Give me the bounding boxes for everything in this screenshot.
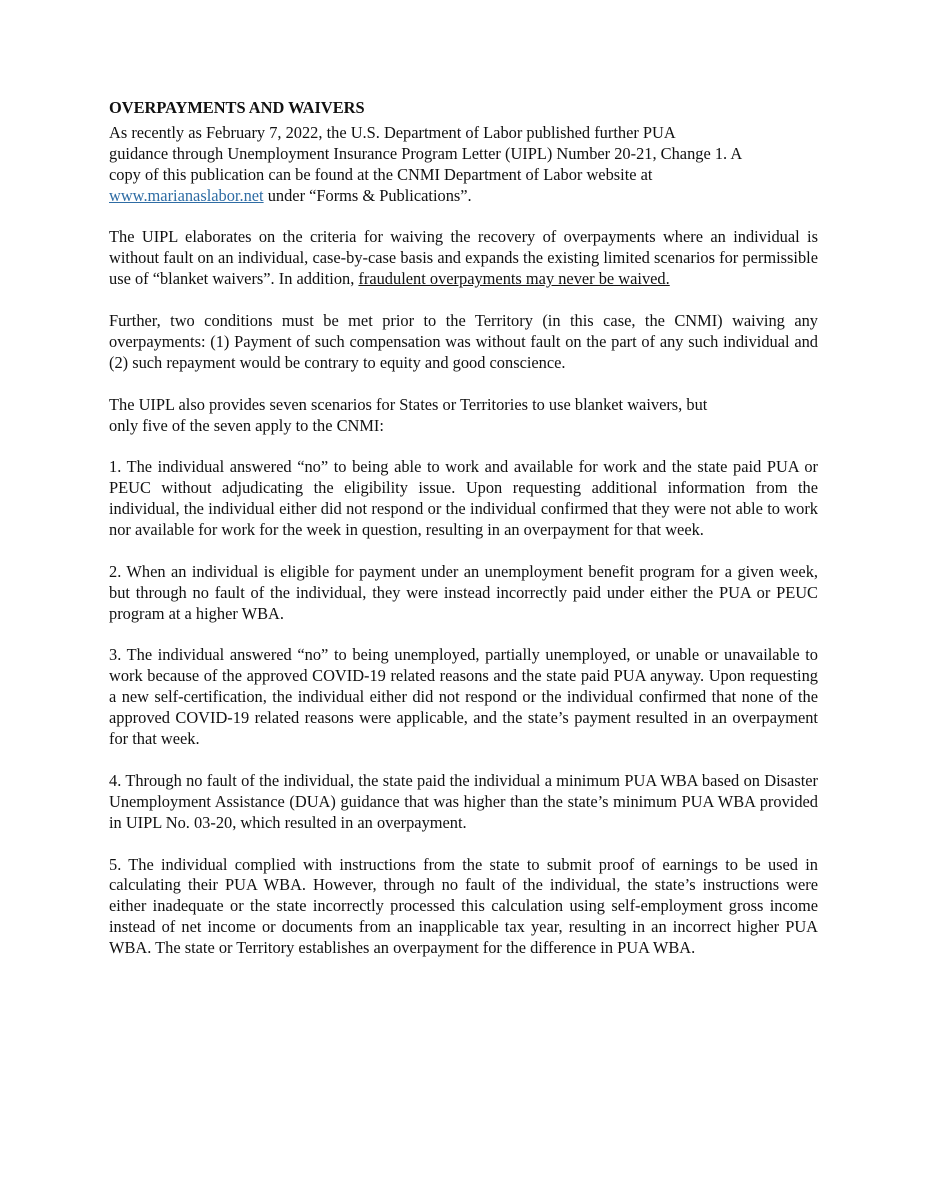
scenario-item-3: 3. The individual answered “no” to being unemployed, partially unemployed, or unable or unavailable to work because of the approved COVID-19 related reasons and the state paid PUA anyway. Upon requesting a new self-certification, the individual either did not respond or the individual confirmed that none of the approved COVID-19 related reasons were applicable, and the state’s payment resulted in an overpayment for that week.: [109, 645, 818, 749]
section-heading: OVERPAYMENTS AND WAIVERS: [109, 98, 365, 117]
scenario-item-4: 4. Through no fault of the individual, the state paid the individual a minimum PUA WBA based on Disaster Unemployment Assistance (DUA) guidance that was higher than the state’s minimum PUA WBA provided in UIPL No. 03-20, which resulted in an overpayment.: [109, 770, 818, 832]
intro-after-link: under “Forms & Publications”.: [263, 185, 472, 205]
fraud-notice-underlined: fraudulent overpayments may never be waived.: [358, 269, 670, 289]
scenarios-intro-paragraph: [109, 395, 818, 437]
document-page: [109, 98, 818, 980]
scenario-item-1: 1. The individual answered “no” to being able to work and available for work and the state paid PUA or PEUC without adjudicating the eligibility issue. Upon requesting additional information from the individual, the individual either did not respond or the individual confirmed that they were not able to work nor available for work for the week in question, resulting in an overpayment for that week.: [109, 457, 818, 540]
intro-line-1: As recently as February 7, 2022, the U.S. Department of Labor published further PUA: [109, 122, 676, 142]
conditions-paragraph: Further, two conditions must be met prior to the Territory (in this case, the CNMI) waiving any overpayments: (1) Payment of such compensation was without fault on the part of any such individual and (2) such repayment would be contrary to equity and good conscience.: [109, 311, 818, 372]
scenario-item-2: 2. When an individual is eligible for payment under an unemployment benefit program for a given week, but through no fault of the individual, they were instead incorrectly paid under either the PUA or PEUC program at a higher WBA.: [109, 561, 818, 623]
scenario-item-5: 5. The individual complied with instructions from the state to submit proof of earnings to be used in calculating their PUA WBA. However, through no fault of the individual, the state’s instructions were either inadequate or the state incorrectly processed this calculation using self-employment gross income instead of net income or documents from an inapplicable tax year, resulting in an incorrect higher PUA WBA. The state or Territory establishes an overpayment for the difference in PUA WBA.: [109, 854, 818, 958]
waiver-criteria-text: The UIPL elaborates on the criteria for waiving the recovery of overpayments where an individual is without fault on an individual, case-by-case basis and expands the existing limited scenarios for permissible use of “blanket waivers”. In addition,: [109, 227, 818, 289]
scenarios-intro-line-2: only five of the seven apply to the CNMI:: [109, 415, 384, 435]
intro-line-2: guidance through Unemployment Insurance Program Letter (UIPL) Number 20-21, Change 1. A: [109, 143, 743, 163]
waiver-criteria-paragraph: [109, 227, 818, 290]
scenarios-intro-line-1: The UIPL also provides seven scenarios for States or Territories to use blanket waivers, but: [109, 394, 708, 414]
intro-paragraph: [109, 123, 818, 207]
intro-line-3: copy of this publication can be found at the CNMI Department of Labor website at: [109, 164, 653, 184]
marianaslabor-link[interactable]: www.marianaslabor.net: [109, 185, 264, 205]
